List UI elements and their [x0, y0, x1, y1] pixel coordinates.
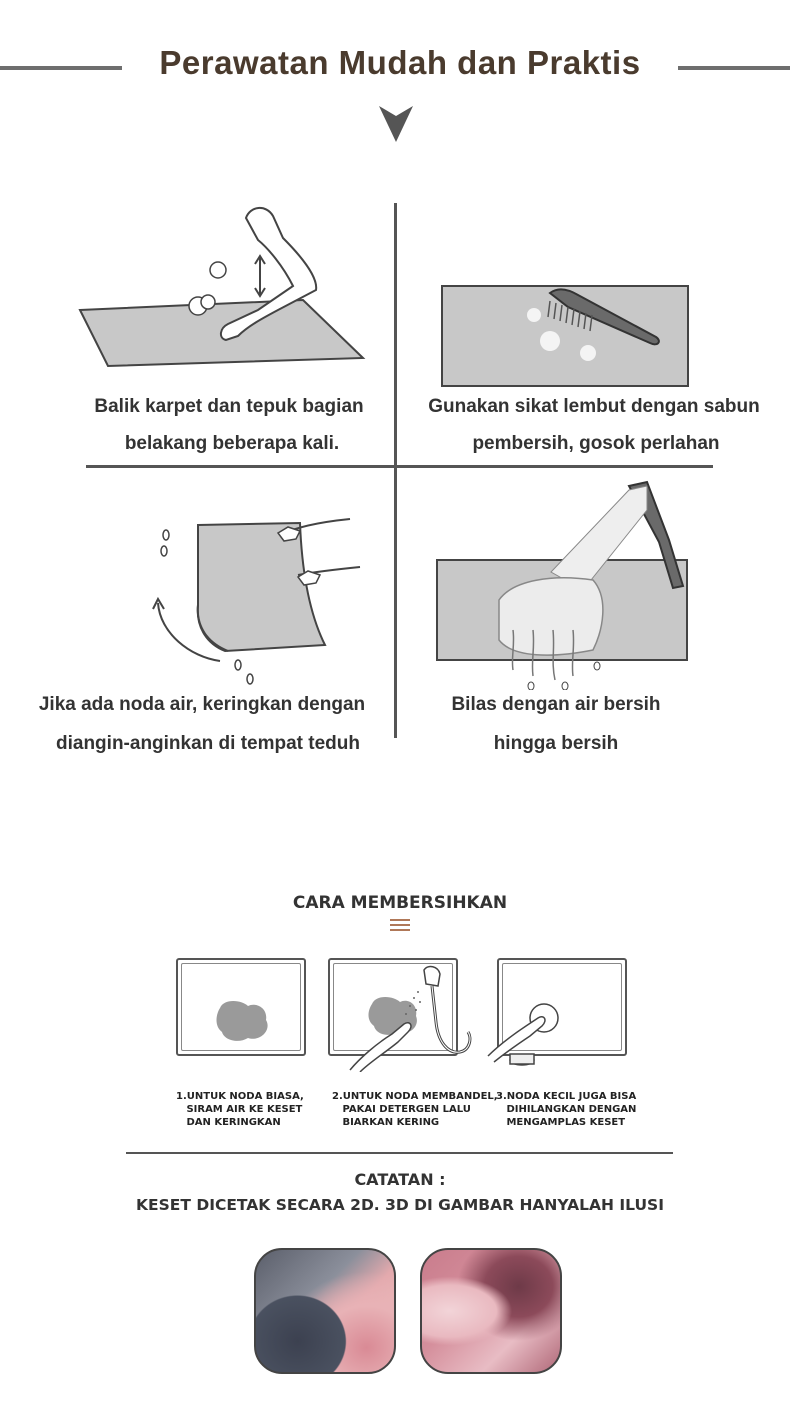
section-divider	[126, 1152, 673, 1154]
note-heading: CATATAN :	[354, 1170, 446, 1189]
grid-divider-vertical	[394, 203, 397, 738]
rug-closeup-photo-1	[254, 1248, 396, 1374]
cleaning-step-1: 1.UNTUK NODA BIASA, SIRAM AIR KE KESET DAN KERINGKAN	[176, 1091, 304, 1128]
shower-hand-icon	[340, 962, 480, 1072]
menu-lines-icon	[390, 919, 410, 934]
cleaning-step-2: 2.UNTUK NODA MEMBANDEL, PAKAI DETERGEN LALU BIARKAN KERING	[332, 1091, 498, 1128]
care-step-2-line1: Gunakan sikat lembut dengan sabun	[428, 396, 760, 417]
care-step-3-line2: diangin-anginkan di tempat teduh	[56, 733, 360, 754]
care-step-1-line2: belakang beberapa kali.	[124, 433, 340, 454]
grid-divider-horizontal	[86, 465, 713, 468]
care-step-2-line2: pembersih, gosok perlahan	[472, 433, 720, 454]
cleaning-title: CARA MEMBERSIHKAN	[292, 893, 508, 913]
note-text: KESET DICETAK SECARA 2D. 3D DI GAMBAR HANYALAH ILUSI	[136, 1196, 664, 1214]
care-step-3-line1: Jika ada noda air, keringkan dengan	[38, 694, 366, 715]
page-title: Perawatan Mudah dan Praktis	[159, 44, 641, 81]
arrow-down-icon	[379, 106, 413, 144]
illustration-brush-rug	[438, 283, 692, 389]
rug-closeup-photo-2	[420, 1248, 562, 1374]
illustration-dry-rug	[150, 515, 366, 685]
care-step-4-line2: hingga bersih	[493, 733, 619, 754]
illustration-rinse-rug	[433, 480, 701, 690]
cleaning-box-1	[176, 958, 306, 1056]
care-step-4-line1: Bilas dengan air bersih	[451, 694, 661, 715]
care-step-1-line1: Balik karpet dan tepuk bagian	[94, 396, 364, 417]
stain-icon	[214, 998, 272, 1044]
illustration-pat-rug	[78, 198, 368, 370]
cleaning-step-3: 3.NODA KECIL JUGA BISA DIHILANGKAN DENGAN MENGAMPLAS KESET	[496, 1091, 637, 1128]
sanding-hand-icon	[484, 998, 564, 1072]
